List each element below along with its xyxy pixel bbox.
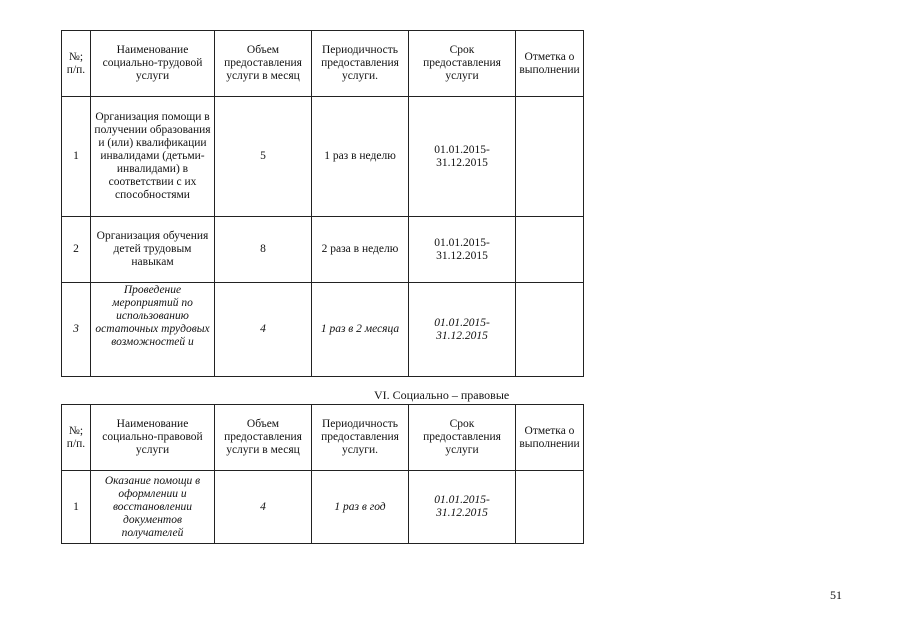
service-name: Организация обучения детей трудовым навыкам	[91, 217, 215, 283]
service-volume: 4	[215, 471, 312, 544]
completion-mark	[516, 97, 584, 217]
service-volume: 5	[215, 97, 312, 217]
row-number: 1	[62, 97, 91, 217]
service-term: 01.01.2015-31.12.2015	[409, 471, 516, 544]
completion-mark	[516, 471, 584, 544]
table-header-row	[62, 405, 584, 471]
section-title: VI. Социально – правовые	[374, 388, 510, 402]
header-volume: Объем предоставления услуги в месяц	[215, 405, 312, 471]
header-completion-mark: Отметка о выполнении	[516, 31, 584, 97]
table-row	[62, 283, 584, 377]
service-name: Организация помощи в получении образования и (или) квалификации инвалидами (детьми-инвалидами) в соответствии с их способностями	[91, 97, 215, 217]
completion-mark	[516, 217, 584, 283]
row-number: 3	[62, 283, 91, 377]
social-labor-services-table	[61, 30, 584, 377]
header-periodicity: Периодичность предоставления услуги.	[312, 31, 409, 97]
table-row	[62, 97, 584, 217]
header-periodicity: Периодичность предоставления услуги.	[312, 405, 409, 471]
table-row	[62, 217, 584, 283]
header-completion-mark: Отметка о выполнении	[516, 405, 584, 471]
table-row	[62, 471, 584, 544]
service-name-cell	[91, 283, 215, 377]
service-periodicity: 1 раз в неделю	[312, 97, 409, 217]
service-term: 01.01.2015-31.12.2015	[409, 283, 516, 377]
row-number: 2	[62, 217, 91, 283]
row-number: 1	[62, 471, 91, 544]
social-legal-services-table	[61, 404, 584, 544]
service-term: 01.01.2015-31.12.2015	[409, 217, 516, 283]
service-periodicity: 2 раза в неделю	[312, 217, 409, 283]
header-volume: Объем предоставления услуги в месяц	[215, 31, 312, 97]
header-service-name: Наименование социально-правовой услуги	[91, 405, 215, 471]
service-volume: 4	[215, 283, 312, 377]
header-number: №; п/п.	[62, 405, 91, 471]
page-number: 51	[830, 588, 842, 602]
header-service-name: Наименование социально-трудовой услуги	[91, 31, 215, 97]
service-term: 01.01.2015-31.12.2015	[409, 97, 516, 217]
table-header-row	[62, 31, 584, 97]
service-name: Оказание помощи в оформлении и восстановлении документов получателей	[91, 471, 215, 544]
header-term: Срок предоставления услуги	[409, 31, 516, 97]
service-volume: 8	[215, 217, 312, 283]
completion-mark	[516, 283, 584, 377]
header-number: №; п/п.	[62, 31, 91, 97]
service-periodicity: 1 раз в 2 месяца	[312, 283, 409, 377]
header-term: Срок предоставления услуги	[409, 405, 516, 471]
service-periodicity: 1 раз в год	[312, 471, 409, 544]
service-name: Проведение мероприятий по использованию остаточных трудовых возможностей и	[95, 284, 210, 348]
